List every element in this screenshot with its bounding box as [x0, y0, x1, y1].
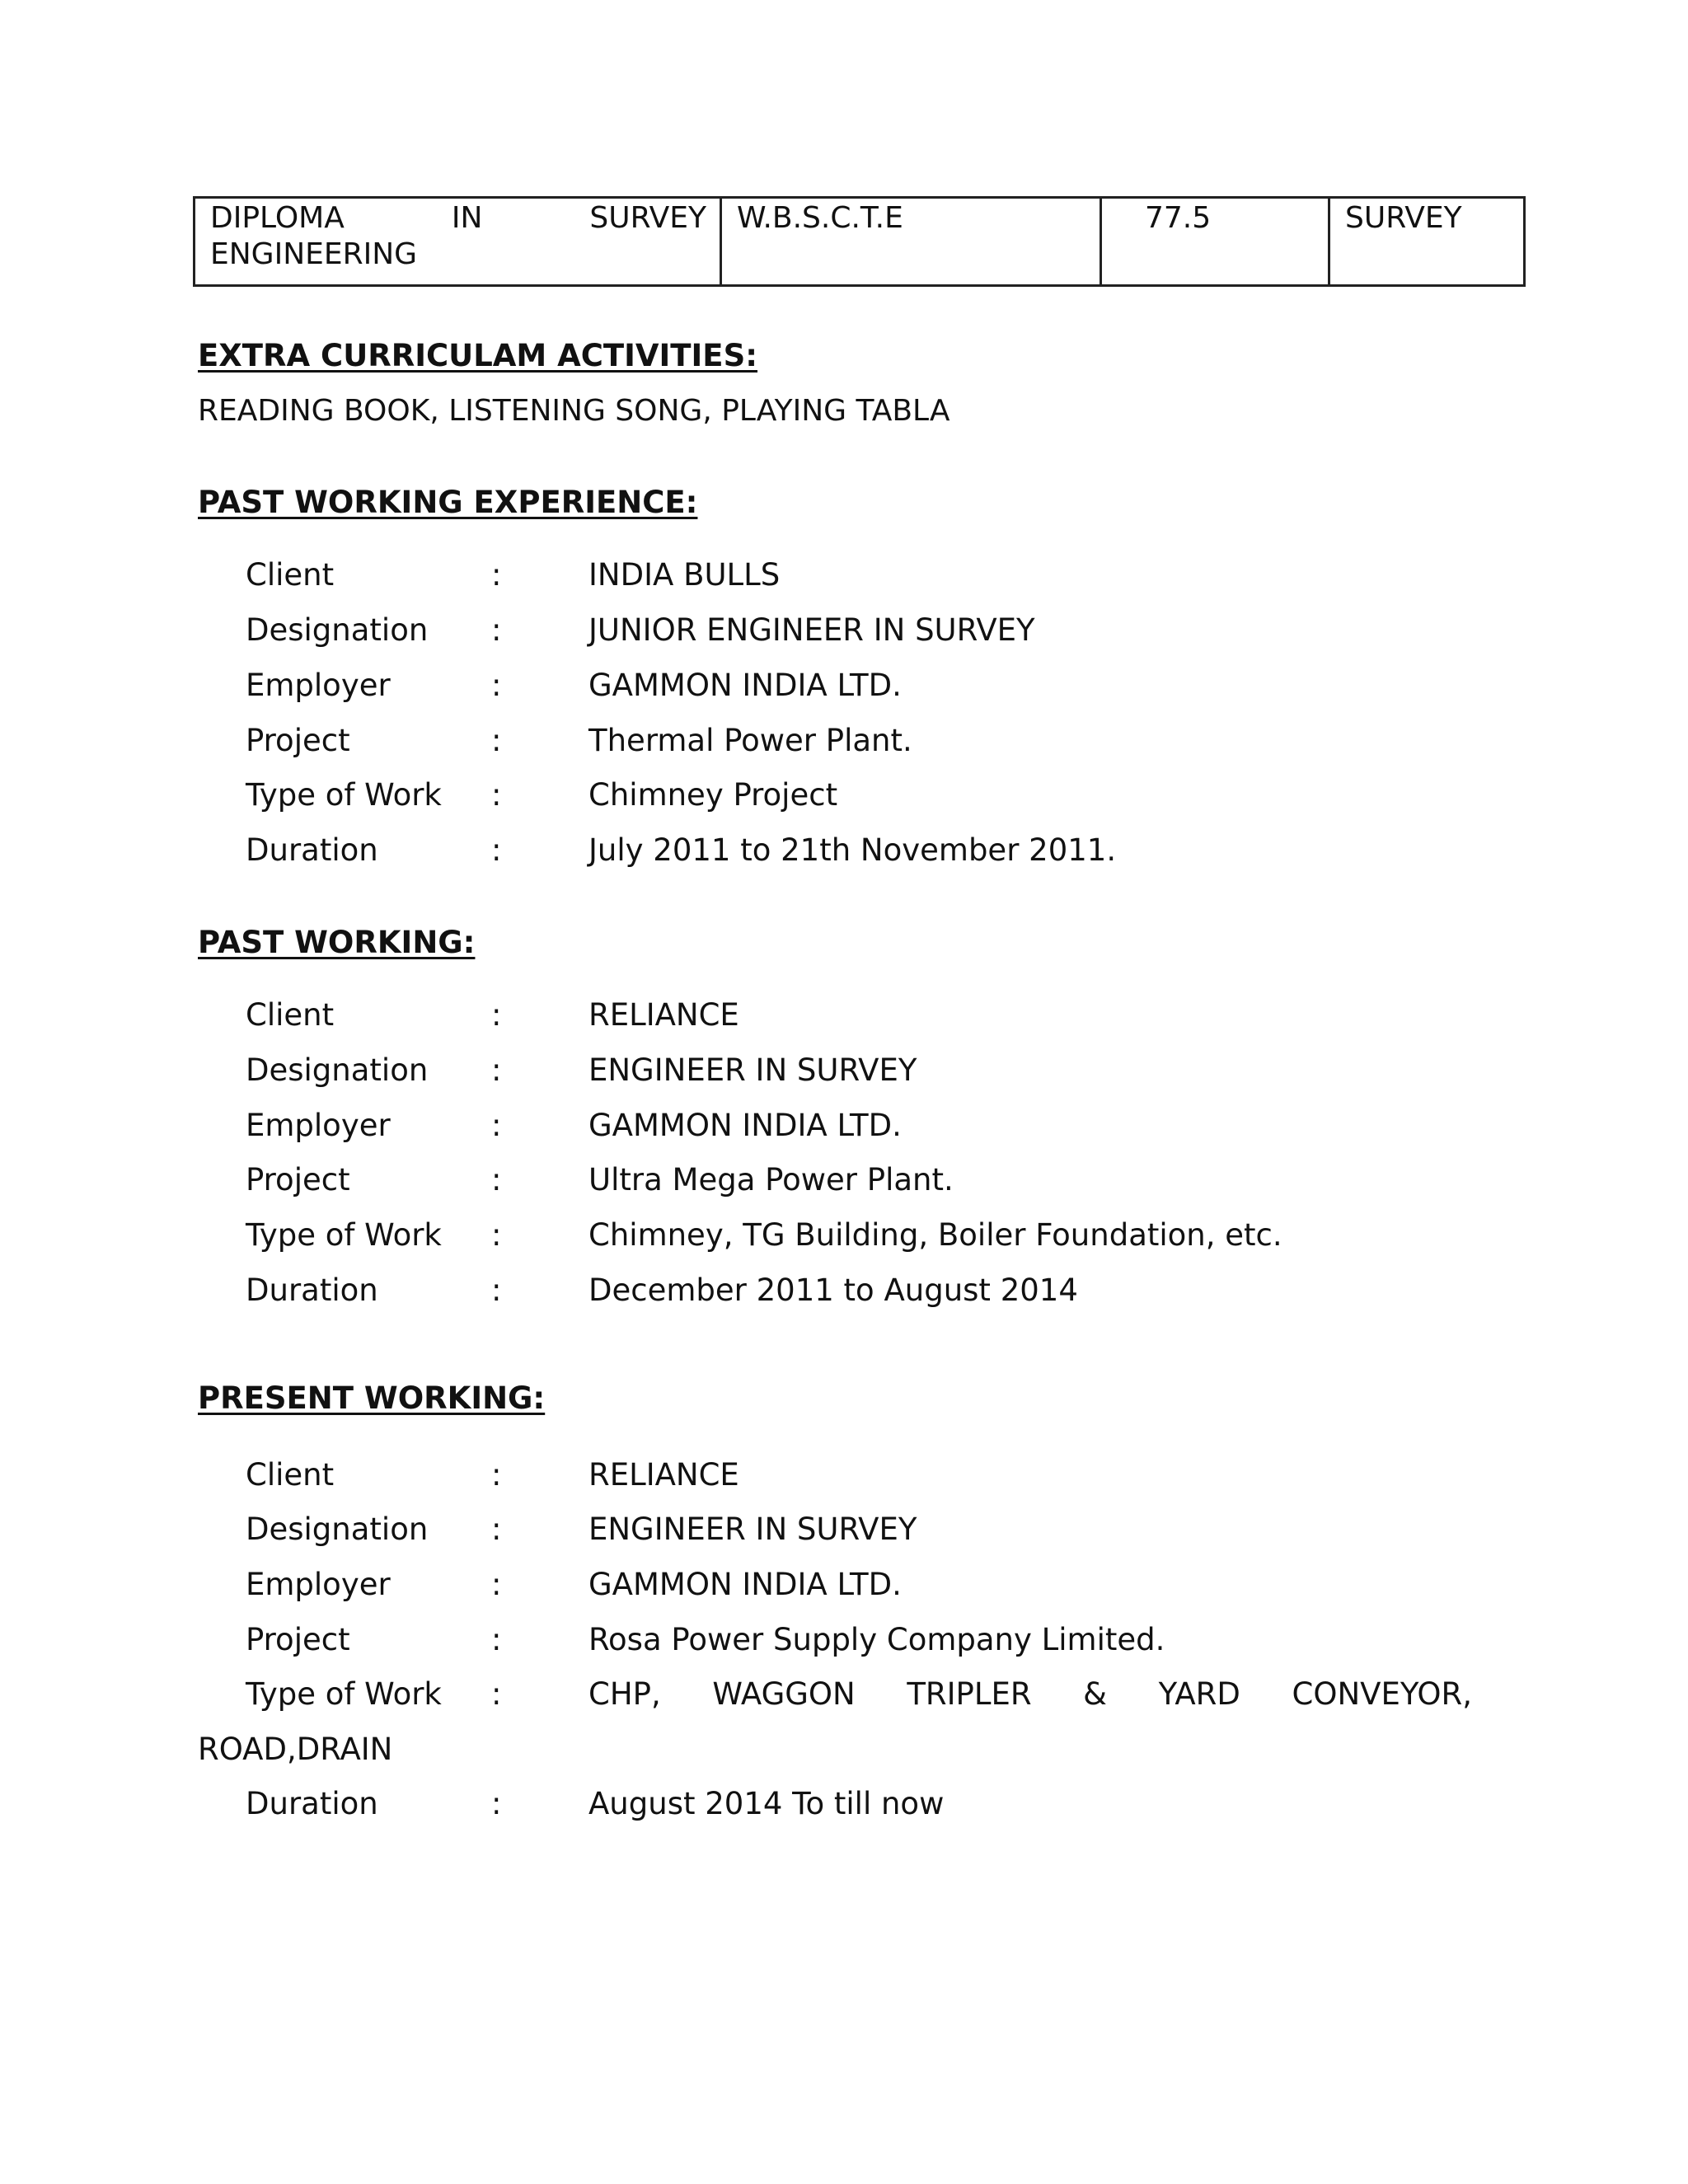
- row-colon: :: [491, 723, 502, 758]
- row-value: ENGINEER IN SURVEY: [588, 1052, 917, 1088]
- row-value: INDIA BULLS: [588, 557, 781, 593]
- qualification-table: [193, 196, 1526, 287]
- value-word: WAGGON: [712, 1676, 856, 1712]
- course-line-1: [210, 200, 706, 237]
- row-colon: :: [491, 1457, 502, 1493]
- row-label: Duration: [246, 832, 378, 868]
- row-label: Client: [246, 557, 335, 593]
- course-line-2: ENGINEERING: [210, 237, 418, 271]
- info-row-client: [0, 557, 1688, 598]
- row-value: August 2014 To till now: [588, 1786, 945, 1821]
- info-row-duration: [0, 1272, 1688, 1314]
- row-value: RELIANCE: [588, 997, 739, 1033]
- extra-curricular-text: READING BOOK, LISTENING SONG, PLAYING TABLA: [198, 394, 950, 428]
- row-label: Type of Work: [246, 1217, 442, 1253]
- row-colon: :: [491, 832, 502, 868]
- course-word: IN: [451, 201, 483, 235]
- row-colon: :: [491, 1786, 502, 1821]
- row-label: Designation: [246, 1511, 429, 1547]
- info-row-type-of-work: [0, 777, 1688, 818]
- value-word: CHP,: [588, 1676, 661, 1712]
- row-label: Employer: [246, 1108, 391, 1143]
- value-word: &: [1083, 1676, 1108, 1712]
- row-value: ENGINEER IN SURVEY: [588, 1511, 917, 1547]
- info-row-designation: [0, 612, 1688, 654]
- board-cell: W.B.S.C.T.E: [721, 198, 1101, 286]
- course-word: DIPLOMA: [210, 201, 345, 235]
- row-label: Employer: [246, 668, 391, 703]
- info-row-duration: [0, 832, 1688, 874]
- row-colon: :: [491, 1272, 502, 1308]
- past-experience-heading: PAST WORKING EXPERIENCE:: [198, 485, 698, 520]
- row-label: Duration: [246, 1272, 378, 1308]
- row-label: Type of Work: [246, 777, 442, 813]
- row-colon: :: [491, 1162, 502, 1197]
- row-label: Employer: [246, 1567, 391, 1602]
- row-colon: :: [491, 1511, 502, 1547]
- info-row-duration: [0, 1786, 1688, 1827]
- info-row-designation: [0, 1511, 1688, 1553]
- info-row-employer: [0, 1567, 1688, 1608]
- row-label: Project: [246, 1622, 350, 1657]
- row-value: Chimney, TG Building, Boiler Foundation, etc.: [588, 1217, 1282, 1253]
- row-colon: :: [491, 1676, 502, 1712]
- row-value: July 2011 to 21th November 2011.: [588, 832, 1117, 868]
- info-row-client: [0, 997, 1688, 1038]
- value-word: CONVEYOR,: [1292, 1676, 1472, 1712]
- row-value: Ultra Mega Power Plant.: [588, 1162, 954, 1197]
- row-label: Designation: [246, 612, 429, 648]
- row-colon: :: [491, 997, 502, 1033]
- row-value: Chimney Project: [588, 777, 838, 813]
- subject-cell: SURVEY: [1329, 198, 1525, 286]
- course-word: SURVEY: [589, 201, 706, 235]
- row-value: Rosa Power Supply Company Limited.: [588, 1622, 1165, 1657]
- info-row-project: [0, 1622, 1688, 1663]
- row-colon: :: [491, 1052, 502, 1088]
- row-label: Client: [246, 997, 335, 1033]
- row-colon: :: [491, 668, 502, 703]
- value-word: TRIPLER: [907, 1676, 1032, 1712]
- info-row-employer: [0, 1108, 1688, 1149]
- row-label: Project: [246, 1162, 350, 1197]
- row-colon: :: [491, 1217, 502, 1253]
- row-value: JUNIOR ENGINEER IN SURVEY: [588, 612, 1035, 648]
- row-value: [588, 1676, 1472, 1712]
- row-label: Type of Work: [246, 1676, 442, 1712]
- row-colon: :: [491, 777, 502, 813]
- row-value: RELIANCE: [588, 1457, 739, 1493]
- row-label: Client: [246, 1457, 335, 1493]
- row-colon: :: [491, 1567, 502, 1602]
- row-colon: :: [491, 557, 502, 593]
- row-value: Thermal Power Plant.: [588, 723, 912, 758]
- info-row-client: [0, 1457, 1688, 1498]
- info-row-type-of-work: [0, 1217, 1688, 1258]
- info-row-designation: [0, 1052, 1688, 1094]
- marks-cell: 77.5: [1101, 198, 1329, 286]
- row-value: GAMMON INDIA LTD.: [588, 1108, 902, 1143]
- table-row: [195, 198, 1525, 286]
- info-row-project: [0, 723, 1688, 764]
- row-colon: :: [491, 1108, 502, 1143]
- row-colon: :: [491, 612, 502, 648]
- info-row-project: [0, 1162, 1688, 1203]
- type-of-work-continuation: ROAD,DRAIN: [198, 1732, 393, 1767]
- row-label: Project: [246, 723, 350, 758]
- row-value: December 2011 to August 2014: [588, 1272, 1078, 1308]
- info-row-type-of-work: [0, 1676, 1688, 1718]
- row-label: Designation: [246, 1052, 429, 1088]
- row-colon: :: [491, 1622, 502, 1657]
- value-word: YARD: [1158, 1676, 1240, 1712]
- extra-curricular-heading: EXTRA CURRICULAM ACTIVITIES:: [198, 338, 758, 373]
- info-row-employer: [0, 668, 1688, 709]
- row-value: GAMMON INDIA LTD.: [588, 1567, 902, 1602]
- course-cell: [195, 198, 721, 286]
- row-value: GAMMON INDIA LTD.: [588, 668, 902, 703]
- past-working-heading: PAST WORKING:: [198, 925, 476, 960]
- present-working-heading: PRESENT WORKING:: [198, 1380, 546, 1416]
- row-label: Duration: [246, 1786, 378, 1821]
